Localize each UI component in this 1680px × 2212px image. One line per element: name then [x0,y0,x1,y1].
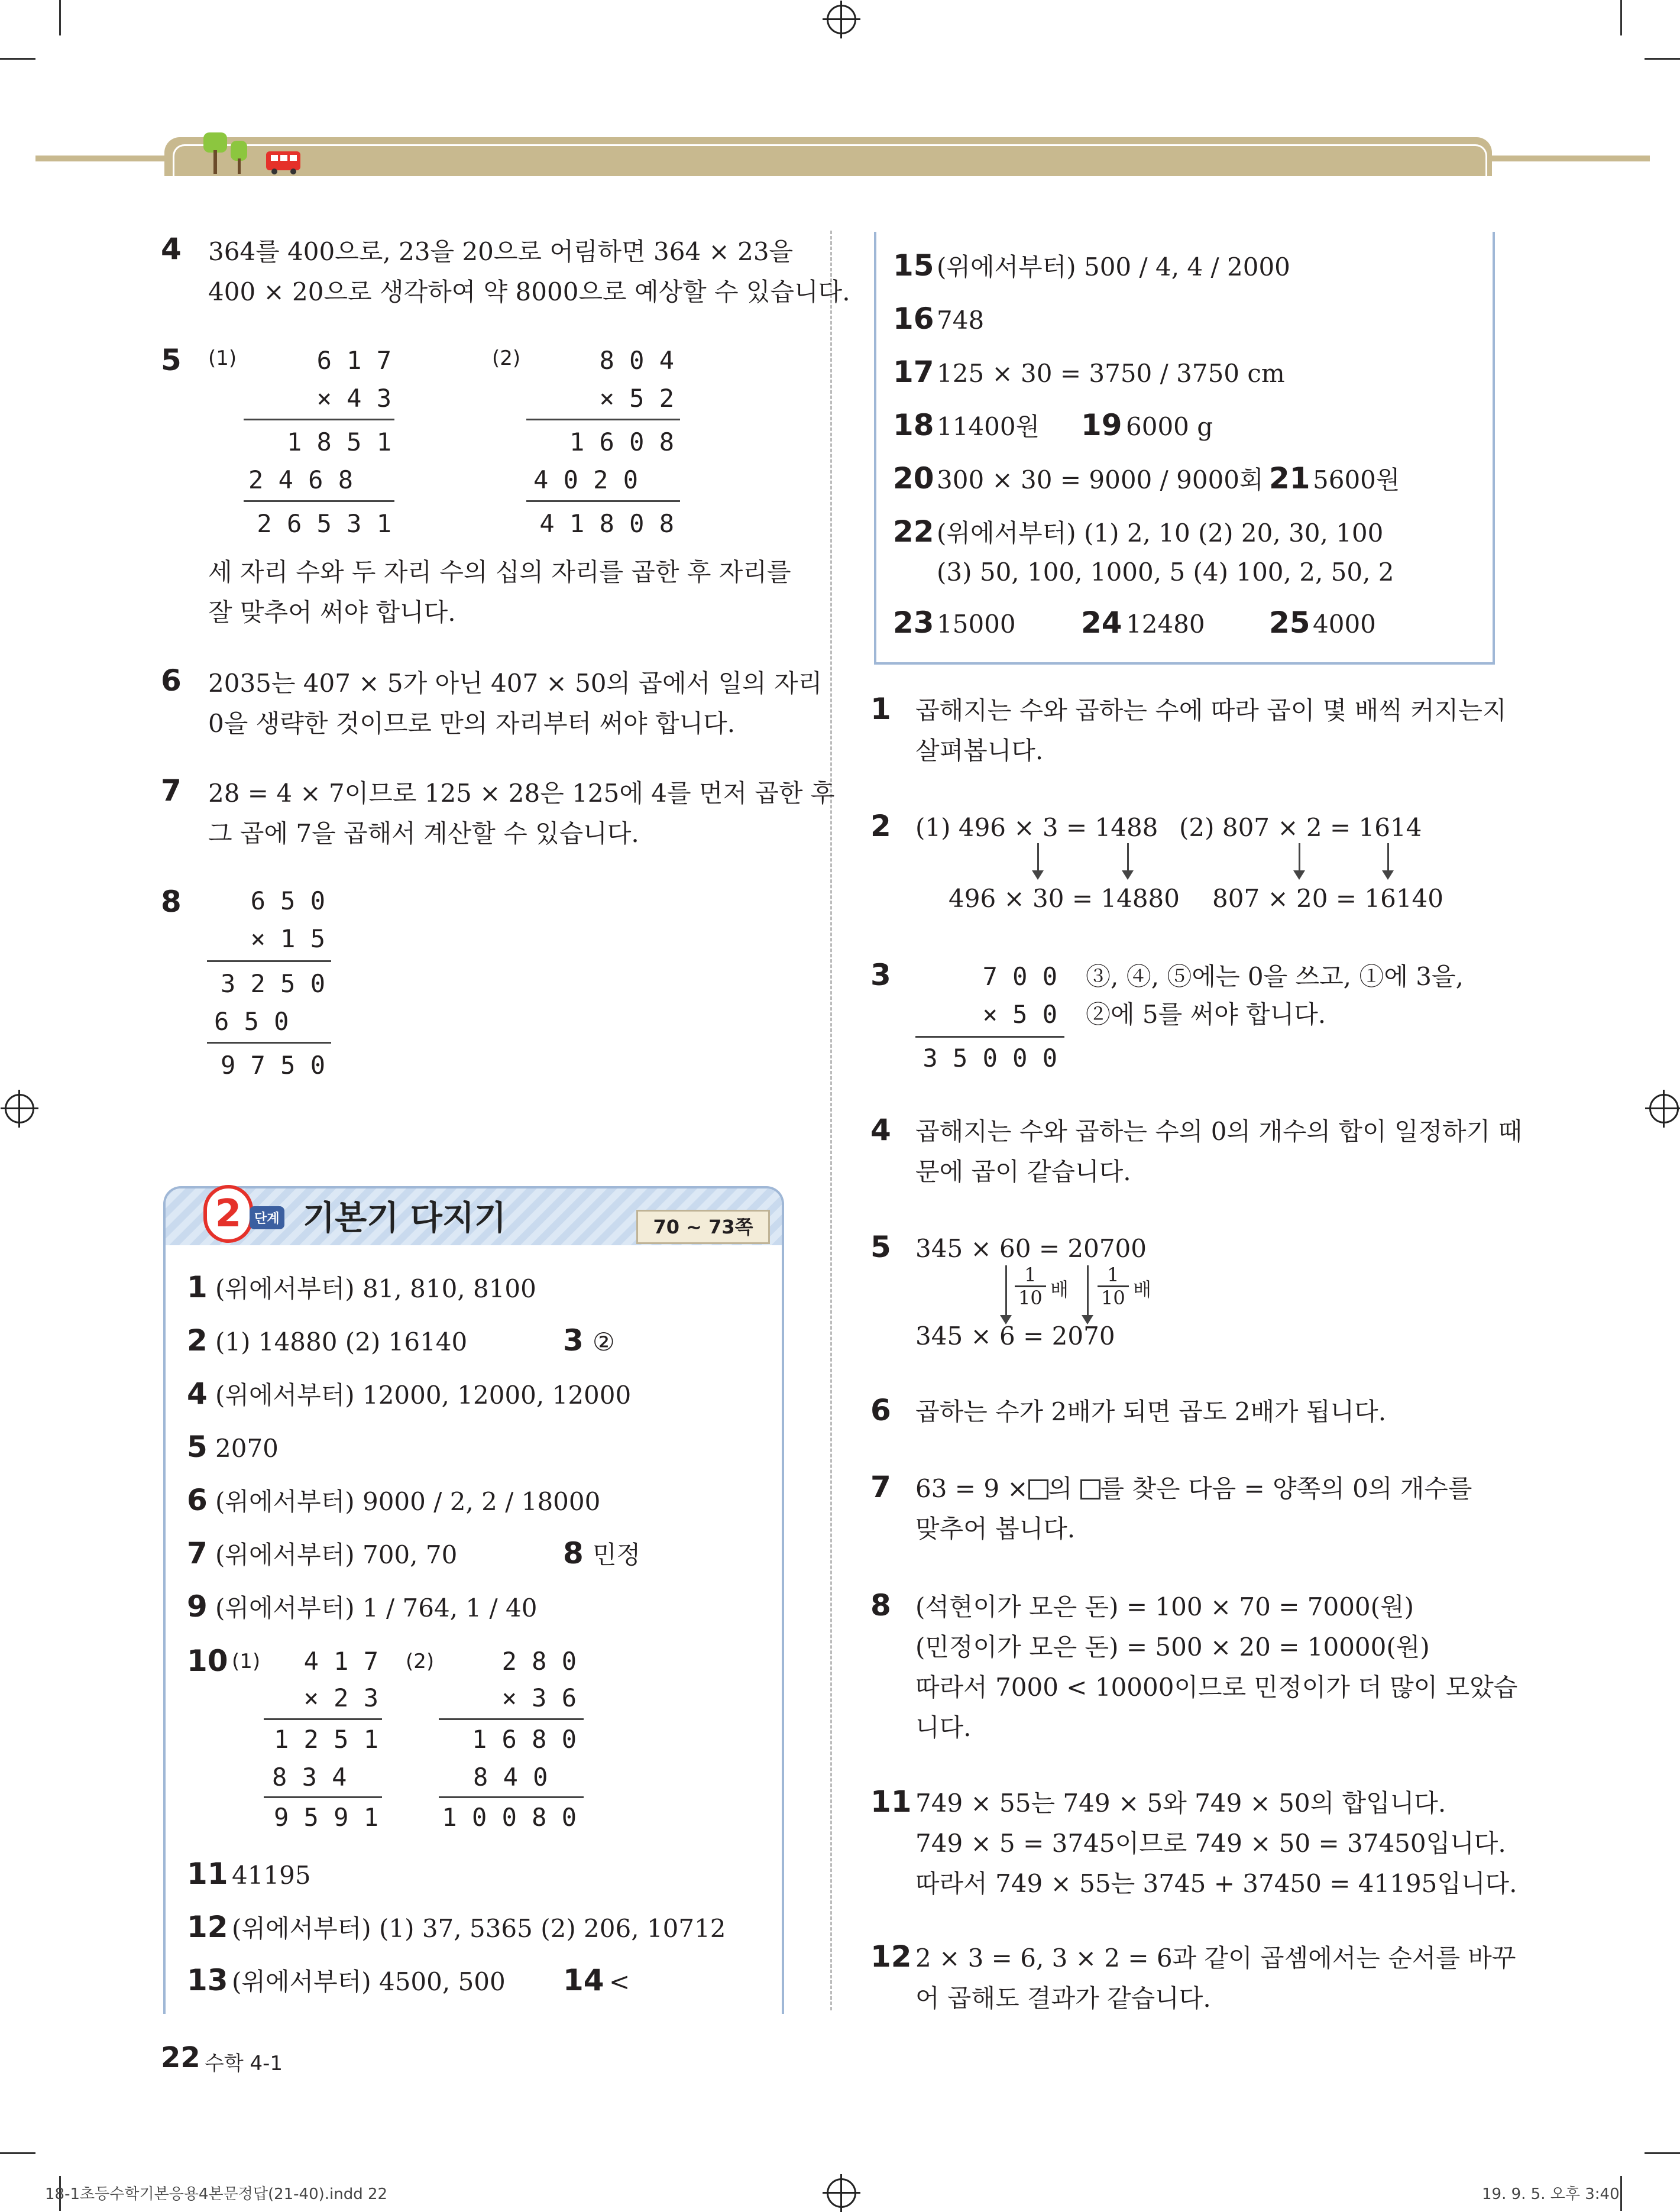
calc-line: 4 0 2 0 [533,465,639,494]
answer-text: 따라서 749 × 55는 3745 + 37450 = 41195입니다. [915,1869,1517,1898]
question-number: 8 [870,1588,891,1622]
answer-value: (위에서부터) 1 / 764, 1 / 40 [215,1594,538,1622]
answer-value: (위에서부터) 9000 / 2, 2 / 18000 [215,1487,601,1516]
answer-value: (1) 14880 (2) 16140 [215,1327,468,1356]
answer-number: 22 [893,514,934,549]
answer-text: (석현이가 모은 돈) = 100 × 70 = 7000(원) [915,1592,1414,1621]
crop-mark [59,0,61,35]
answer-value: 125 × 30 = 3750 / 3750 cm [937,359,1285,388]
answer-number: 7 [187,1536,208,1570]
arrow-down-icon [1037,843,1039,872]
answer-text: 749 × 55는 749 × 5와 749 × 50의 합입니다. [915,1789,1446,1818]
answer-value: (위에서부터) 700, 70 [215,1540,458,1569]
arrow-down-icon [1299,843,1300,872]
calc-line: 4 1 7 [303,1647,378,1676]
calc-line: 7 0 0 [982,962,1057,991]
answer-value: 2070 [215,1434,279,1463]
answer-number: 19 [1081,408,1122,442]
answer-value: (위에서부터) 81, 810, 8100 [215,1274,536,1303]
answer-text: 364를 400으로, 23을 20으로 어림하면 364 × 23을 [208,237,794,266]
calc-line: × 4 3 [316,384,391,413]
calc-line: 8 3 4 [272,1763,347,1792]
answer-text: (1) 496 × 3 = 1488 [915,813,1158,842]
header-bar-inner-border [173,144,1487,178]
answer-text: 2035는 407 × 5가 아닌 407 × 50의 곱에서 일의 자리 [208,669,823,698]
question-number: 8 [161,885,182,919]
calc-line: × 1 5 [250,924,325,953]
answer-number: 15 [893,248,934,283]
calc-line: × 3 6 [501,1683,577,1712]
calc-rule [526,500,680,502]
answer-box-continued [874,232,1495,665]
answer-text: 맞추어 봅니다. [915,1514,1076,1543]
arrow-down-icon [1005,1265,1007,1316]
calc-line: 8 0 4 [599,346,674,375]
file-name: 18-1초등수학기본응용4본문정답(21-40).indd 22 [45,2185,388,2203]
question-number: 6 [870,1393,891,1427]
tree-bus-icon [189,124,313,177]
answer-text: 345 × 6 = 2070 [915,1322,1115,1350]
answer-number: 2 [187,1323,208,1358]
fraction-denominator: 10 [1015,1285,1046,1309]
calc-rule [915,1036,1064,1038]
answer-value: 748 [937,306,985,335]
arrow-down-icon [1387,843,1389,872]
answer-number: 10 [187,1644,228,1678]
answer-value: 4000 [1313,610,1376,639]
answer-number: 3 [563,1323,584,1358]
answer-value: (3) 50, 100, 1000, 5 (4) 100, 2, 50, 2 [937,558,1394,587]
answer-text-part: 의 [1048,1474,1073,1503]
fraction-denominator: 10 [1098,1285,1129,1309]
calc-line: 1 6 8 0 [471,1725,577,1754]
answer-text: 잘 맞추어 써야 합니다. [208,598,456,627]
crop-mark [1645,58,1680,60]
answer-text: 400 × 20으로 생각하여 약 8000으로 예상할 수 있습니다. [208,277,850,306]
answer-text: (민정이가 모은 돈) = 500 × 20 = 10000(원) [915,1633,1430,1662]
arrow-down-icon [1127,843,1129,872]
answer-number: 14 [563,1963,604,1997]
calc-rule [207,1042,331,1044]
answer-value: (위에서부터) (1) 37, 5365 (2) 206, 10712 [232,1914,726,1943]
registration-mark-icon [827,2178,856,2208]
calc-line: 2 6 5 3 1 [257,509,391,538]
answer-value: 300 × 30 = 9000 / 9000회 [937,465,1264,494]
answer-text: ③, ④, ⑤에는 0을 쓰고, ①에 3을, [1086,962,1464,991]
answer-number: 13 [187,1963,228,1997]
answer-text-part: 를 찾은 다음 = 양쪽의 0의 개수를 [1100,1474,1472,1503]
answer-value: (위에서부터) 4500, 500 [232,1967,506,1996]
fraction [1015,1264,1046,1309]
calc-line: 6 1 7 [316,346,391,375]
calc-line: 9 5 9 1 [273,1803,378,1832]
answer-value: 민정 [593,1540,641,1569]
answer-number: 8 [563,1536,584,1570]
calc-line: × 5 2 [599,384,674,413]
calc-line: 1 6 0 8 [569,427,674,456]
calc-line: 8 4 0 [473,1763,548,1792]
stage-word: 단계 [250,1206,284,1229]
answer-number: 20 [893,461,934,495]
question-number: 11 [870,1785,912,1819]
fraction-numerator: 1 [1107,1264,1119,1286]
calc-line: 3 2 5 0 [220,969,325,998]
calc-rule [207,960,331,962]
answer-text: (2) 807 × 2 = 1614 [1179,813,1422,842]
page-number: 22 [161,2041,200,2074]
calc-line: 6 5 0 [214,1007,289,1036]
calc-line: 9 7 5 0 [220,1051,325,1080]
answer-text: 문에 곱이 같습니다. [915,1157,1131,1186]
page-range: 70 ~ 73쪽 [636,1210,770,1244]
answer-value: 15000 [937,610,1016,639]
answer-value: < [609,1967,630,1996]
answer-number: 1 [187,1270,208,1304]
calc-line: 1 2 5 1 [273,1725,378,1754]
fraction-numerator: 1 [1024,1264,1037,1286]
answer-number: 25 [1269,605,1310,640]
answer-text: 살펴봅니다. [915,736,1044,765]
answer-number: 18 [893,408,934,442]
calc-line: × 5 0 [982,1000,1057,1029]
column-divider [830,231,832,2010]
answer-number: 4 [187,1377,208,1411]
calc-line: 6 5 0 [250,886,325,915]
question-number: 7 [870,1470,891,1504]
answer-number: 11 [187,1857,228,1891]
answer-number: 5 [187,1430,208,1464]
answer-text: 496 × 30 = 14880 [949,884,1180,913]
answer-value: 6000 g [1126,412,1213,441]
question-number: 1 [870,692,891,726]
question-number: 7 [161,773,182,808]
calc-line: 1 8 5 1 [286,427,391,456]
calc-line: × 2 3 [303,1683,378,1712]
question-number: 5 [870,1230,891,1264]
answer-text-part: 63 = 9 × [915,1474,1028,1503]
crop-mark [1645,2152,1680,2154]
crop-mark [1620,0,1622,35]
question-number: 5 [161,343,182,377]
sub-label: (2) [406,1650,435,1673]
answer-number: 12 [187,1910,228,1944]
answer-value: (위에서부터) (1) 2, 10 (2) 20, 30, 100 [937,519,1384,548]
crop-mark [0,2152,35,2154]
answer-value: (위에서부터) 500 / 4, 4 / 2000 [937,252,1290,281]
stage-title: 기본기 다지기 [303,1199,507,1238]
answer-text: 곱해지는 수와 곱하는 수에 따라 곱이 몇 배씩 커지는지 [915,696,1507,725]
sub-label: (1) [208,346,237,370]
blank-box [1080,1479,1100,1500]
answer-value: 11400원 [937,412,1040,441]
calc-rule [526,419,680,420]
answer-value: 12480 [1126,610,1205,639]
answer-text: 세 자리 수와 두 자리 수의 십의 자리를 곱한 후 자리를 [208,558,791,587]
answer-text: 0을 생략한 것이므로 만의 자리부터 써야 합니다. [208,709,736,738]
times-label: 배 [1133,1278,1151,1301]
answer-number: 6 [187,1483,208,1517]
answer-number: 17 [893,355,934,389]
crop-mark [1620,2176,1622,2211]
answer-text: 807 × 20 = 16140 [1212,884,1444,913]
answer-text: 어 곱해도 결과가 같습니다. [915,1984,1211,2013]
calc-line: 2 4 6 8 [248,465,354,494]
question-number: 6 [161,663,182,698]
answer-number: 23 [893,605,934,640]
answer-text [915,1469,1472,1509]
calc-line: 2 8 0 [501,1647,577,1676]
times-label: 배 [1050,1278,1069,1301]
sub-label: (1) [232,1650,261,1673]
answer-text: 그 곱에 7을 곱해서 계산할 수 있습니다. [208,819,639,848]
answer-text: 따라서 7000 < 10000이므로 민정이가 더 많이 모았습 [915,1673,1518,1702]
question-number: 4 [870,1113,891,1147]
question-number: 2 [870,809,891,843]
answer-value: ② [593,1327,615,1356]
answer-text: 곱하는 수가 2배가 되면 곱도 2배가 됩니다. [915,1397,1387,1426]
fraction [1098,1264,1129,1309]
answer-number: 24 [1081,605,1122,640]
answer-text: 28 = 4 × 7이므로 125 × 28은 125에 4를 먼저 곱한 후 [208,779,835,808]
question-number: 12 [870,1939,912,1974]
calc-line: 4 1 8 0 8 [539,509,674,538]
answer-text: 곱해지는 수와 곱하는 수의 0의 개수의 합이 일정하기 때 [915,1117,1523,1146]
blank-box [1028,1479,1048,1500]
print-date: 19. 9. 5. 오후 3:40 [1482,2185,1620,2203]
answer-text: ②에 5를 써야 합니다. [1086,1000,1326,1029]
answer-number: 16 [893,302,934,336]
sub-label: (2) [492,346,521,370]
answer-text: 749 × 5 = 3745이므로 749 × 50 = 37450입니다. [915,1829,1506,1858]
registration-mark-icon [1649,1094,1679,1123]
question-number: 3 [870,958,891,992]
answer-number: 9 [187,1589,208,1624]
arrow-down-icon [1087,1265,1089,1316]
answer-text: 니다. [915,1713,972,1742]
answer-number: 21 [1269,461,1310,495]
crop-mark [0,58,35,60]
calc-rule [244,500,394,502]
book-title: 수학 4-1 [205,2052,283,2075]
calc-line: 1 0 0 8 0 [442,1803,577,1832]
registration-mark-icon [5,1094,34,1123]
answer-value: 5600원 [1313,465,1400,494]
answer-value: 41195 [232,1861,311,1890]
calc-rule [244,419,394,420]
stage-number: 2 [203,1185,253,1243]
answer-text: 345 × 60 = 20700 [915,1234,1147,1263]
answer-text: 2 × 3 = 6, 3 × 2 = 6과 같이 곱셈에서는 순서를 바꾸 [915,1944,1516,1973]
calc-line: 3 5 0 0 0 [922,1044,1057,1073]
question-number: 4 [161,232,182,266]
answer-value: (위에서부터) 12000, 12000, 12000 [215,1381,632,1410]
registration-mark-icon [827,5,856,34]
